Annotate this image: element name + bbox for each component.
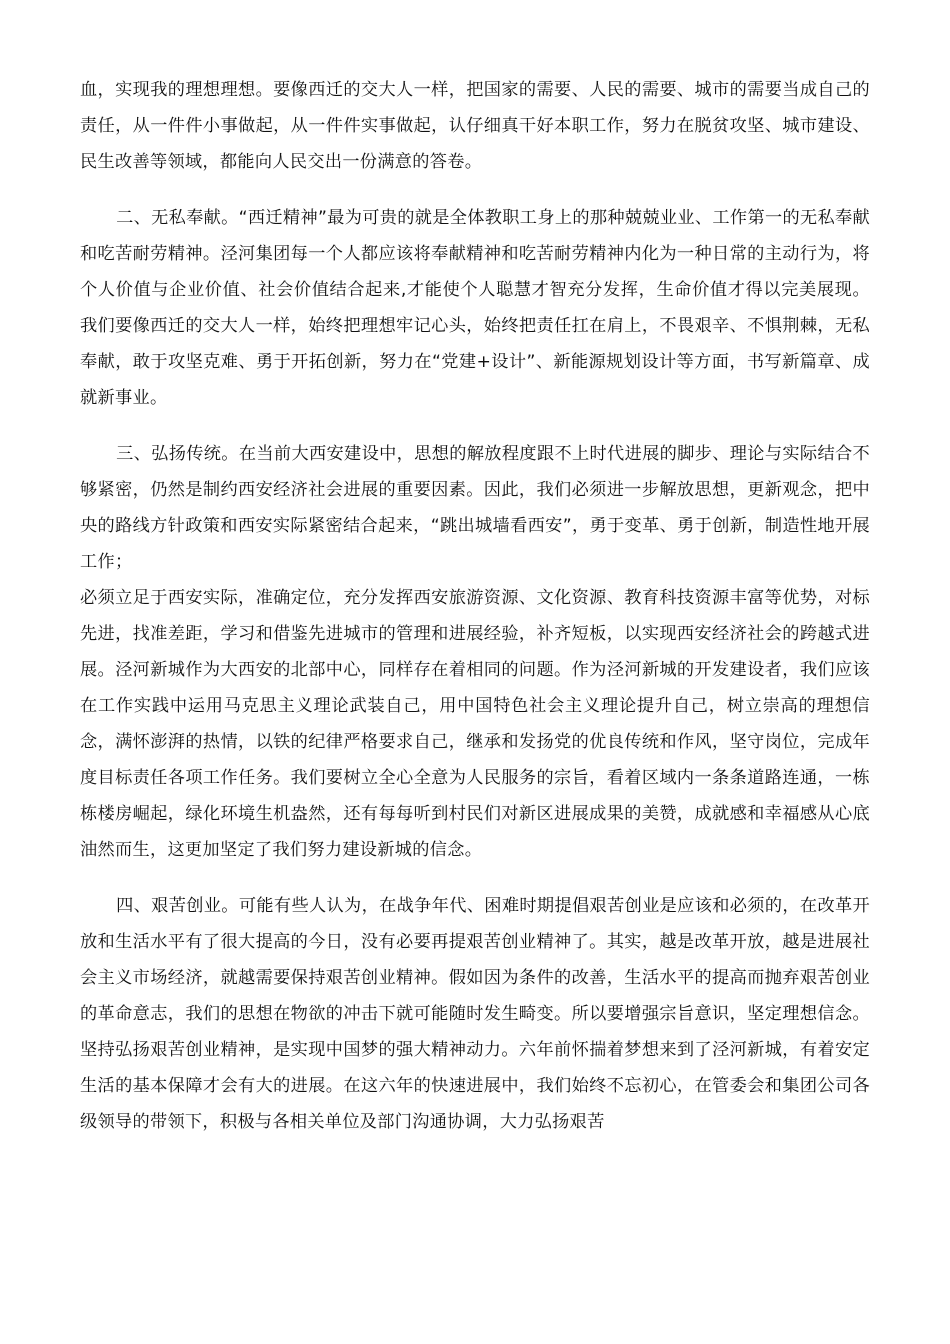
paragraph-selfless-dedication: 二、无私奉献。“西迁精神”最为可贵的就是全体教职工身上的那种兢兢业业、工作第一的无私奉献和吃苦耐劳精神。泾河集团每一个人都应该将奉献精神和吃苦耐劳精神内化为一种日常的主动行为，将个人价值与企业价值、社会价值结合起来,才能使个人聪慧才智充分发挥，生命价值才得以完美展现。我们要像西迁的交大人一样，始终把理想牢记心头，始终把责任扛在肩上，不畏艰辛、不惧荆棘，无私奉献，敢于攻坚克难、勇于开拓创新，努力在“党建+设计”、新能源规划设计等方面，书写新篇章、成就新事业。	[80, 208, 870, 408]
paragraph-carry-forward-tradition: 三、弘扬传统。在当前大西安建设中，思想的解放程度跟不上时代进展的脚步、理论与实际结合不够紧密，仍然是制约西安经济社会进展的重要因素。因此，我们必须进一步解放思想，更新观念，把中央的路线方针政策和西安实际紧密结合起来，“跳出城墙看西安”，勇于变革、勇于创新，制造性地开展工作；	[80, 444, 870, 572]
paragraph-continuation: 血，实现我的理想理想。要像西迁的交大人一样，把国家的需要、人民的需要、城市的需要当成自己的责任，从一件件小事做起，从一件件实事做起，认仔细真干好本职工作，努力在脱贫攻坚、城市建设、民生改善等领域，都能向人民交出一份满意的答卷。	[80, 80, 870, 172]
paragraph-xian-reality: 必须立足于西安实际，准确定位，充分发挥西安旅游资源、文化资源、教育科技资源丰富等优势，对标先进，找准差距，学习和借鉴先进城市的管理和进展经验，补齐短板，以实现西安经济社会的跨越式进展。泾河新城作为大西安的北部中心，同样存在着相同的问题。作为泾河新城的开发建设者，我们应该在工作实践中运用马克思主义理论武装自己，用中国特色社会主义理论提升自己，树立崇高的理想信念，满怀澎湃的热情，以铁的纪律严格要求自己，继承和发扬党的优良传统和作风，坚守岗位，完成年度目标责任各项工作任务。我们要树立全心全意为人民服务的宗旨，看着区域内一条条道路连通，一栋栋楼房崛起，绿化环境生机盎然，还有每每听到村民们对新区进展成果的美赞，成就感和幸福感从心底油然而生，这更加坚定了我们努力建设新城的信念。	[80, 588, 870, 860]
paragraph-hard-work: 四、艰苦创业。可能有些人认为，在战争年代、困难时期提倡艰苦创业是应该和必须的，在改革开放和生活水平有了很大提高的今日，没有必要再提艰苦创业精神了。其实，越是改革开放，越是进展社会主义市场经济，就越需要保持艰苦创业精神。假如因为条件的改善，生活水平的提高而抛弃艰苦创业的革命意志，我们的思想在物欲的冲击下就可能随时发生畸变。所以要增强宗旨意识，坚定理想信念。坚持弘扬艰苦创业精神，是实现中国梦的强大精神动力。六年前怀揣着梦想来到了泾河新城，有着安定生活的基本保障才会有大的进展。在这六年的快速进展中，我们始终不忘初心，在管委会和集团公司各级领导的带领下，积极与各相关单位及部门沟通协调，大力弘扬艰苦	[80, 896, 870, 1132]
